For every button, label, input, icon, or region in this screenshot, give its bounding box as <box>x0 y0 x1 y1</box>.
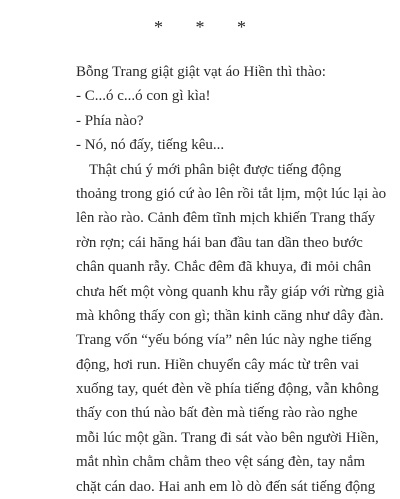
text-block <box>76 60 387 499</box>
dialogue-line: - C...ó c...ó con gì kìa! <box>76 88 211 105</box>
paragraph-line: chưa hết một vòng quanh khu rẫy giáp với rừng già <box>76 283 385 300</box>
paragraph-line: rờn rợn; cái hăng hái ban đầu tan dần theo bước <box>76 234 363 251</box>
paragraph-line: mắt nhìn chằm chằm theo vệt sáng đèn, tay nắm <box>76 454 366 471</box>
paragraph-line: chân quanh rẫy. Chắc đêm đã khuya, đi mỏi chân <box>76 259 372 276</box>
dialogue-line: Bỗng Trang giật giật vạt áo Hiền thì thào: <box>76 64 326 80</box>
paragraph-line: thấy con thú nào bất đèn mà tiếng rào rào nghe <box>76 405 358 422</box>
paragraph-line: mỗi lúc một gần. Trang đi sát vào bên người Hiền, <box>76 429 379 446</box>
dialogue-line: - Phía nào? <box>76 112 144 129</box>
paragraph-line: thoảng trong gió cứ ào lên rồi tắt lịm, một lúc lại ào <box>76 185 387 202</box>
paragraph-line: xuống tay, quét đèn về phía tiếng động, vẫn không <box>76 381 379 398</box>
section-break: * * * <box>154 17 260 37</box>
paragraph-line: Trang vốn “yếu bóng vía” nên lúc này nghe tiếng <box>76 332 372 349</box>
paragraph-line: chặt cán dao. Hai anh em lò dò đến sát tiếng động <box>76 478 376 495</box>
dialogue-line: - Nó, nó đấy, tiếng kêu... <box>76 137 225 154</box>
paragraph-line: mà không thấy con gì; thần kinh căng như dây đàn. <box>76 307 384 324</box>
paragraph-line: lên rào rào. Cảnh đêm tĩnh mịch khiến Trang thấy <box>76 210 376 227</box>
paragraph-line: động, hơi run. Hiền chuyển cây mác từ trên vai <box>76 356 360 373</box>
paragraph-line: Thật chú ý mới phân biệt được tiếng động <box>89 161 342 178</box>
